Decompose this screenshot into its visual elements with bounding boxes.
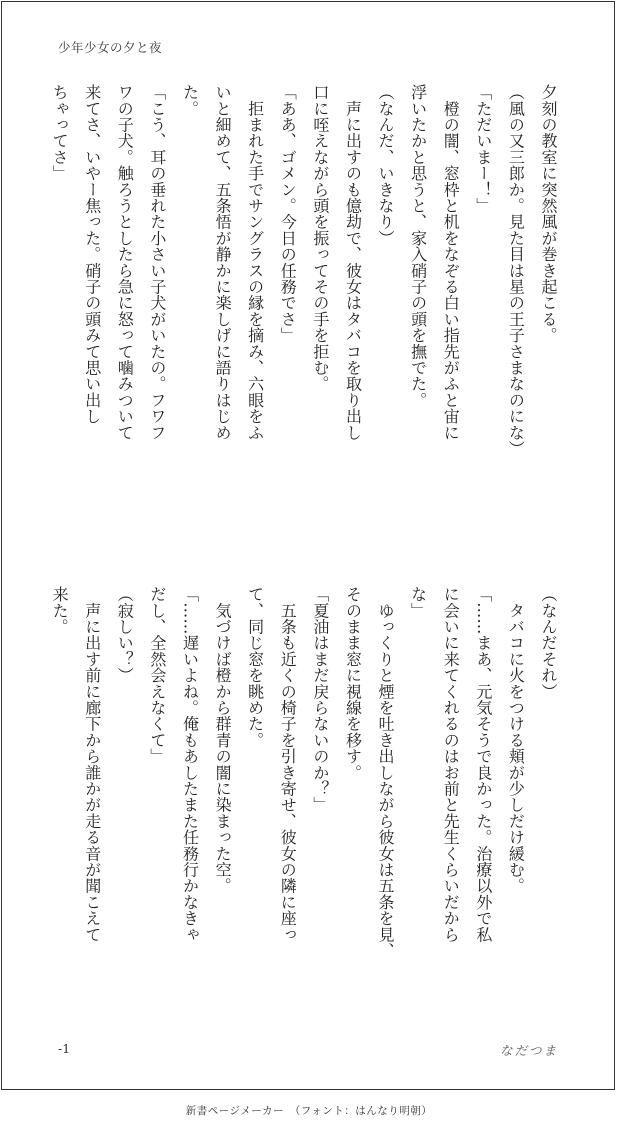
text-line: 「ただいまー！」 bbox=[473, 84, 493, 214]
text-line: 「夏油はまだ戻らないのか？」 bbox=[310, 586, 330, 813]
text-line: 五条も近くの椅子を引き寄せ、彼女の隣に座っ bbox=[278, 586, 298, 943]
text-line: 「……遅いよね。俺もあしたまた任務行かなきゃ bbox=[180, 586, 200, 943]
text-line: 口に咥えながら頭を振ってその手を拒む。 bbox=[310, 84, 330, 392]
text-line: 気づけば橙から群青の闇に染まった空。 bbox=[213, 586, 233, 894]
text-line: そのまま窓に視線を移す。 bbox=[343, 586, 363, 781]
text-line: 「……まあ、元気そうで良かった。治療以外で私 bbox=[473, 586, 493, 943]
text-line: 来た。 bbox=[50, 586, 70, 635]
author-name: なだつま bbox=[499, 1043, 558, 1058]
text-line: な」 bbox=[408, 586, 428, 619]
text-line: 橙の闇、窓枠と机をなぞる白い指先がふと宙に bbox=[441, 84, 461, 441]
text-line: （寂しい？） bbox=[115, 586, 135, 684]
text-line: に会いに来てくれるのはお前と先生くらいだから bbox=[441, 586, 461, 943]
text-line: 夕刻の教室に突然風が巻き起こる。 bbox=[539, 84, 558, 344]
text-line: 声に出す前に廊下から誰かが走る音が聞こえて bbox=[82, 586, 102, 943]
text-line: ワの子犬。触ろうとしたら急に怒って噛みついて bbox=[115, 84, 135, 441]
text-line: ちゃってさ」 bbox=[50, 84, 70, 182]
text-line: だし、全然会えなくて」 bbox=[147, 586, 167, 765]
text-column-lower bbox=[52, 586, 564, 1031]
text-column-upper bbox=[52, 84, 564, 529]
text-line: 来てさ、いやー焦った。硝子の頭みて思い出し bbox=[82, 84, 102, 425]
text-line: 声に出すのも億劫で、彼女はタバコを取り出し bbox=[343, 84, 363, 441]
text-line: （なんだ、いきなり） bbox=[376, 84, 396, 246]
page-number: -1 bbox=[58, 1041, 71, 1056]
text-line: いと細めて、五条悟が静かに楽しげに語りはじめ bbox=[213, 84, 233, 441]
text-line: タバコに火をつける頬が少しだけ緩む。 bbox=[506, 586, 526, 894]
text-line: 浮いたかと思うと、家入硝子の頭を撫でた。 bbox=[408, 84, 428, 408]
text-line: 「こう、耳の垂れた小さい子犬がいたの。フワフ bbox=[147, 84, 167, 441]
text-line: 拒まれた手でサングラスの縁を摘み、六眼をふ bbox=[245, 84, 265, 441]
book-title: 少年少女の夕と夜 bbox=[58, 40, 163, 55]
text-line: ゆっくりと煙を吐き出しながら彼女は五条を見、 bbox=[376, 586, 396, 959]
generator-credit: 新書ページメーカー （フォント：はんなり明朝） bbox=[185, 1105, 433, 1117]
text-line: （風の又三郎か。見た目は星の王子さまなのにな） bbox=[506, 84, 526, 457]
text-line: た。 bbox=[180, 84, 200, 117]
text-line: て、同じ窓を眺めた。 bbox=[245, 586, 265, 748]
book-page bbox=[1, 1, 615, 1090]
text-line: （なんだそれ） bbox=[539, 586, 558, 700]
text-line: 「ああ、ゴメン。今日の任務でさ」 bbox=[278, 84, 298, 344]
